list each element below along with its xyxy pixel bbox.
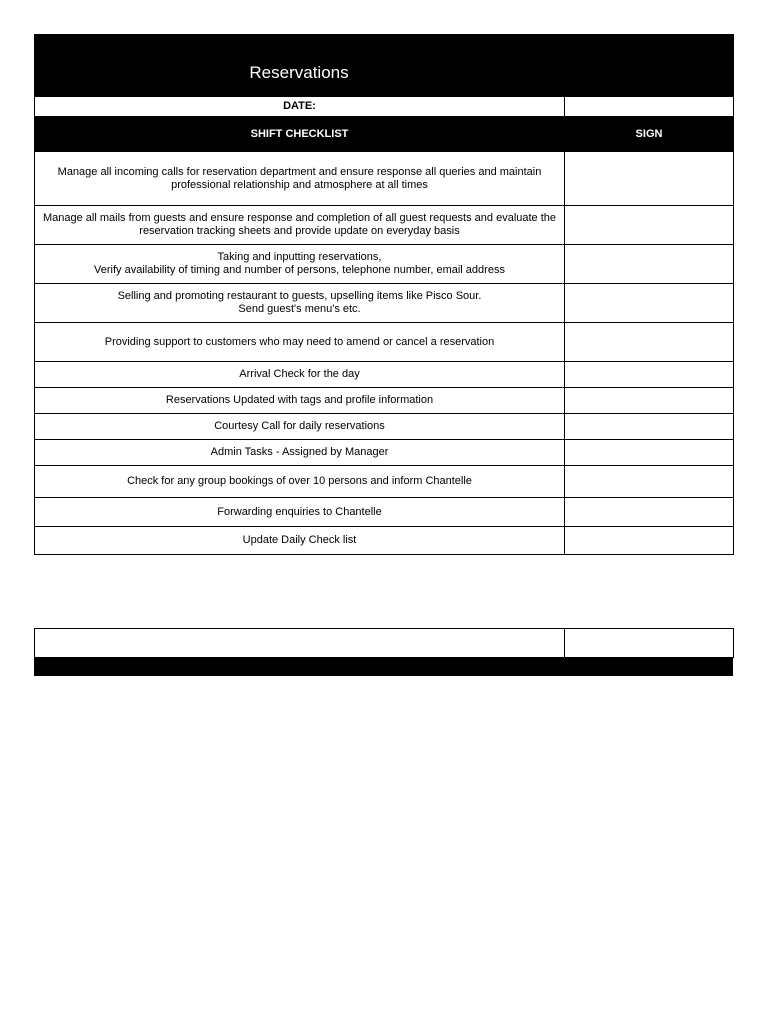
task-sign-cell[interactable]	[565, 362, 734, 388]
task-sign-cell[interactable]	[565, 498, 734, 527]
task-row	[35, 323, 734, 362]
task-row	[35, 388, 734, 414]
task-sign-cell[interactable]	[565, 284, 734, 323]
footer-table	[34, 628, 734, 658]
task-sign-cell[interactable]	[565, 466, 734, 498]
task-sign-cell[interactable]	[565, 152, 734, 206]
task-row	[35, 152, 734, 206]
sign-header: SIGN	[565, 117, 734, 152]
task-label: Reservations Updated with tags and profile information	[35, 388, 565, 414]
task-sign-cell[interactable]	[565, 388, 734, 414]
task-label: Courtesy Call for daily reservations	[35, 414, 565, 440]
shift-checklist-table	[34, 34, 734, 555]
task-row	[35, 498, 734, 527]
page-title: Reservations	[249, 62, 349, 82]
title-row	[35, 35, 734, 97]
task-label: Manage all incoming calls for reservation department and ensure response all queries and maintain professional relationship and atmosphere at all times	[35, 152, 565, 206]
task-sign-cell[interactable]	[565, 414, 734, 440]
task-label: Selling and promoting restaurant to guests, upselling items like Pisco Sour. Send guest's menu's etc.	[35, 284, 565, 323]
task-row	[35, 414, 734, 440]
task-sign-cell[interactable]	[565, 527, 734, 555]
task-label: Arrival Check for the day	[35, 362, 565, 388]
footer-sign-cell[interactable]	[565, 629, 734, 658]
task-list	[35, 152, 734, 555]
task-sign-cell[interactable]	[565, 323, 734, 362]
task-sign-cell[interactable]	[565, 245, 734, 284]
task-row	[35, 206, 734, 245]
date-label: DATE:	[35, 97, 565, 117]
task-row	[35, 245, 734, 284]
task-label: Check for any group bookings of over 10 persons and inform Chantelle	[35, 466, 565, 498]
column-header-row	[35, 117, 734, 152]
date-row	[35, 97, 734, 117]
task-sign-cell[interactable]	[565, 440, 734, 466]
task-label: Manage all mails from guests and ensure response and completion of all guest requests and evaluate the reservation tracking sheets and provide update on everyday basis	[35, 206, 565, 245]
task-label: Taking and inputting reservations, Verify availability of timing and number of persons, telephone number, email address	[35, 245, 565, 284]
footer-row	[35, 629, 734, 658]
date-field[interactable]	[565, 97, 734, 117]
title-cell	[35, 35, 734, 97]
task-row	[35, 284, 734, 323]
footer-bar	[34, 658, 733, 676]
task-label: Providing support to customers who may need to amend or cancel a reservation	[35, 323, 565, 362]
task-row	[35, 527, 734, 555]
task-sign-cell[interactable]	[565, 206, 734, 245]
task-row	[35, 440, 734, 466]
task-label: Admin Tasks - Assigned by Manager	[35, 440, 565, 466]
task-row	[35, 362, 734, 388]
task-row	[35, 466, 734, 498]
shift-checklist-header: SHIFT CHECKLIST	[35, 117, 565, 152]
task-label: Forwarding enquiries to Chantelle	[35, 498, 565, 527]
footer-note-cell[interactable]	[35, 629, 565, 658]
task-label: Update Daily Check list	[35, 527, 565, 555]
